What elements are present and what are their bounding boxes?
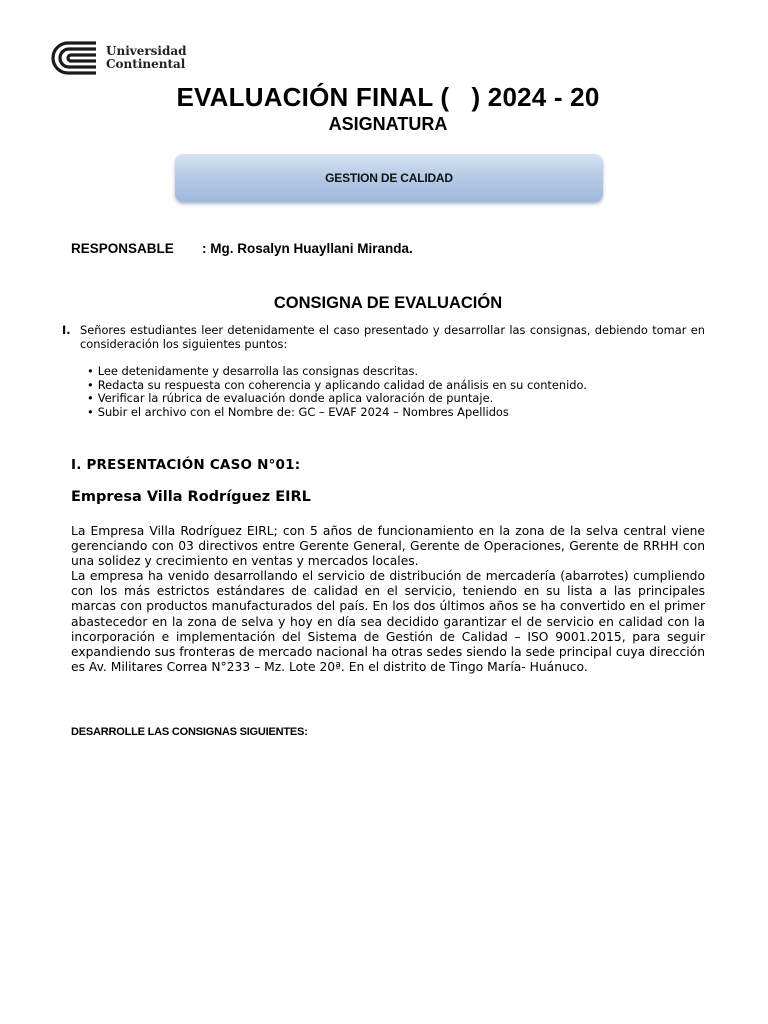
logo-wordmark: [106, 45, 187, 71]
instruction-paragraph: [62, 323, 705, 351]
course-banner: [175, 154, 603, 202]
universidad-continental-logo-icon: [50, 40, 100, 76]
company-heading: Empresa Villa Rodríguez EIRL: [71, 489, 311, 505]
exam-title: EVALUACIÓN FINAL ( ) 2024 - 20: [176, 82, 600, 112]
case-heading: I. PRESENTACIÓN CASO N°01:: [71, 457, 301, 473]
subject-label: ASIGNATURA: [328, 114, 448, 134]
list-item: • Verificar la rúbrica de evaluación donde aplica valoración de puntaje.: [87, 392, 587, 406]
instruction-numeral: I.: [62, 323, 71, 337]
list-item: • Subir el archivo con el Nombre de: GC – EVAF 2024 – Nombres Apellidos: [87, 406, 587, 420]
develop-heading: DESARROLLE LAS CONSIGNAS SIGUIENTES:: [71, 726, 308, 738]
responsable-label: RESPONSABLE: [71, 241, 174, 256]
course-name: GESTION DE CALIDAD: [325, 171, 453, 185]
logo-line-2: Continental: [106, 57, 186, 71]
list-item: • Lee detenidamente y desarrolla las consignas descritas.: [87, 365, 587, 379]
list-item: • Redacta su respuesta con coherencia y aplicando calidad de análisis en su contenido.: [87, 379, 587, 393]
case-paragraph-2: La empresa ha venido desarrollando el servicio de distribución de mercadería (abarrotes) cumpliendo con los más estrictos estándares de calidad en el servicio, teniendo en su lista a las principales marcas con productos manufacturados del país. En los dos últimos años se ha convertido en el primer abastecedor en la zona de selva y hoy en día sea decidido garantizar el de servicio en calidad con la incorporación e implementación del Sistema de Gestión de Calidad – ISO 9001.2015, para seguir expandiendo sus fronteras de mercado nacional ha otras sedes siendo la sede principal cuya dirección es Av. Militares Correa N°233 – Mz. Lote 20ª. En el distrito de Tingo María- Huánuco.: [71, 569, 705, 674]
instruction-bullet-list: [87, 365, 587, 419]
responsable-line: [71, 241, 413, 256]
university-logo: [50, 38, 190, 78]
instruction-text: Señores estudiantes leer detenidamente el caso presentado y desarrollar las consignas, debiendo tomar en consideración los siguientes puntos:: [80, 323, 705, 351]
case-paragraph-1: La Empresa Villa Rodríguez EIRL; con 5 años de funcionamiento en la zona de la selva central viene gerenciando con 03 directivos entre Gerente General, Gerente de Operaciones, Gerente de RRHH con una solidez y crecimiento en ventas y mercados locales.: [71, 524, 705, 569]
responsable-value: : Mg. Rosalyn Huayllani Miranda.: [202, 241, 413, 256]
consigna-heading: CONSIGNA DE EVALUACIÓN: [273, 294, 503, 312]
case-description: [71, 524, 705, 675]
logo-line-1: Universidad: [106, 44, 187, 58]
